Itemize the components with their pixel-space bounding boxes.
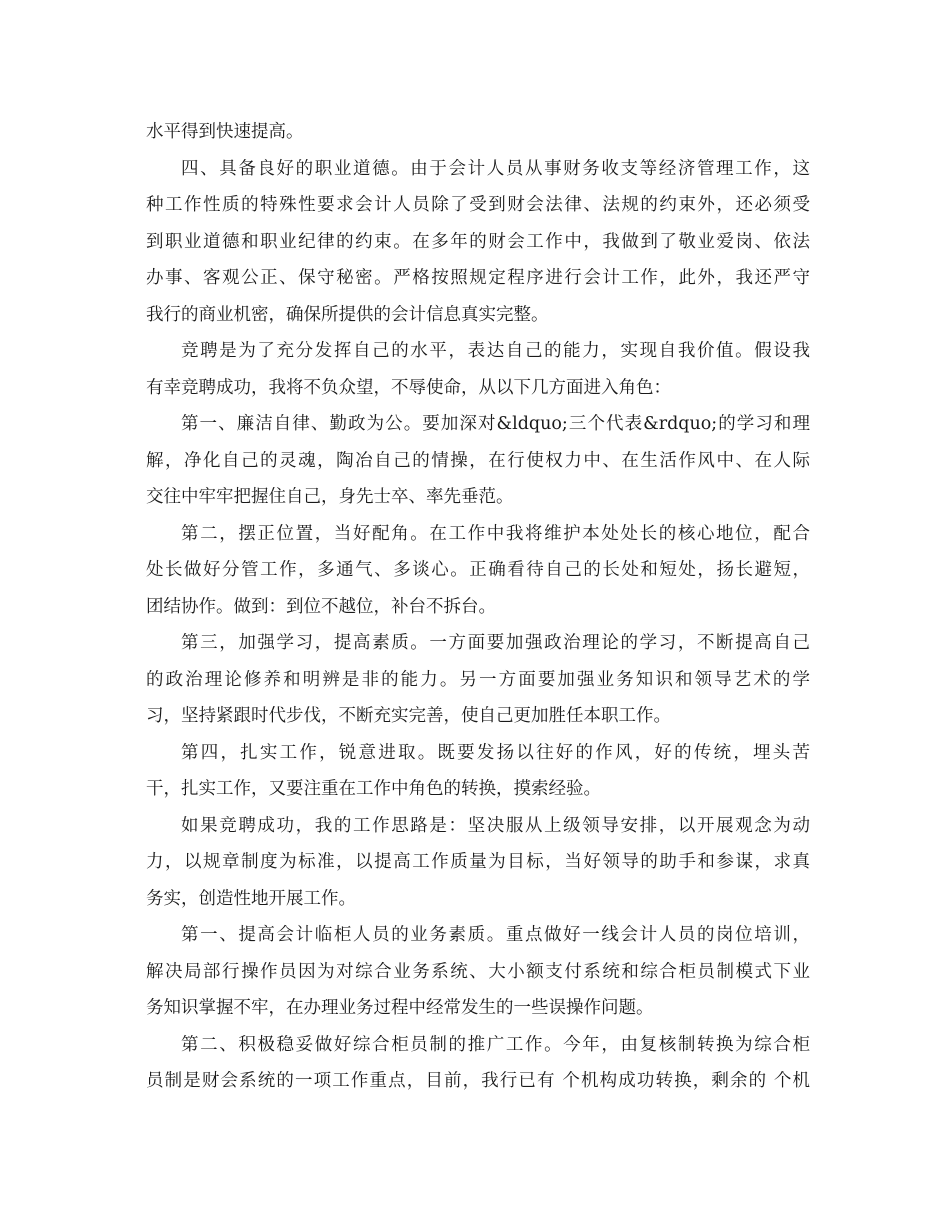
text-line: 的政治理论修养和明辨是非的能力。另一方面要加强业务知识和领导艺术的学 [146, 669, 810, 690]
paragraph [146, 114, 810, 151]
text-line: 干，扎实工作，又要注重在工作中角色的转换，摸索经验。 [146, 779, 601, 799]
document-body [146, 114, 810, 1100]
text-line: 第四，扎实工作，锐意进取。既要发扬以往好的作风，好的传统，埋头苦 [181, 742, 810, 763]
text-line: 水平得到快速提高。 [146, 122, 304, 142]
text-line: 习，坚持紧跟时代步伐，不断充实完善，使自己更加胜任本职工作。 [146, 706, 671, 726]
text-line: 员制是财会系统的一项工作重点，目前，我行已有 个机构成功转换，剩余的 个机 [146, 1071, 810, 1091]
text-line: 第二、积极稳妥做好综合柜员制的推广工作。今年，由复核制转换为综合柜 [181, 1034, 810, 1055]
text-line: 办事、客观公正、保守秘密。严格按照规定程序进行会计工作，此外，我还严守 [146, 268, 810, 288]
text-line: 务实，创造性地开展工作。 [146, 888, 356, 909]
paragraph [146, 333, 810, 406]
text-line: 务知识掌握不牢，在办理业务过程中经常发生的一些误操作问题。 [146, 998, 654, 1018]
paragraph [146, 1027, 810, 1100]
text-line: 解，净化自己的灵魂，陶冶自己的情操，在行使权力中、在生活作风中、在人际 [146, 450, 810, 471]
text-line: 我行的商业机密，确保所提供的会计信息真实完整。 [146, 304, 549, 325]
paragraph [146, 735, 810, 808]
paragraph [146, 917, 810, 1027]
text-line: 团结协作。做到：到位不越位，补台不拆台。 [146, 596, 496, 617]
text-line: 第一、提高会计临柜人员的业务素质。重点做好一线会计人员的岗位培训， [181, 925, 810, 945]
text-line: 第一、廉洁自律、勤政为公。要加深对&ldquo;三个代表&rdquo;的学习和理 [181, 414, 810, 434]
text-line: 有幸竞聘成功，我将不负众望，不辱使命，从以下几方面进入角色： [146, 377, 671, 398]
text-line: 交往中牢牢把握住自己，身先士卒、率先垂范。 [146, 487, 514, 507]
text-line: 第三，加强学习，提高素质。一方面要加强政治理论的学习，不断提高自己 [181, 633, 810, 653]
text-line: 种工作性质的特殊性要求会计人员除了受到财会法律、法规的约束外，还必须受 [146, 195, 810, 215]
text-line: 四、具备良好的职业道德。由于会计人员从事财务收支等经济管理工作，这 [181, 158, 810, 179]
paragraph [146, 151, 810, 334]
text-line: 力，以规章制度为标准，以提高工作质量为目标，当好领导的助手和参谋，求真 [146, 852, 810, 872]
paragraph [146, 808, 810, 918]
paragraph [146, 406, 810, 516]
text-line: 解决局部行操作员因为对综合业务系统、大小额支付系统和综合柜员制模式下业 [146, 961, 810, 982]
text-line: 处长做好分管工作，多通气、多谈心。正确看待自己的长处和短处，扬长避短， [146, 560, 810, 580]
text-line: 到职业道德和职业纪律的约束。在多年的财会工作中，我做到了敬业爱岗、依法 [146, 231, 810, 252]
paragraph [146, 625, 810, 735]
text-line: 竞聘是为了充分发挥自己的水平，表达自己的能力，实现自我价值。假设我 [181, 341, 810, 361]
text-line: 如果竞聘成功，我的工作思路是：坚决服从上级领导安排，以开展观念为动 [181, 815, 810, 836]
text-line: 第二，摆正位置，当好配角。在工作中我将维护本处处长的核心地位，配合 [181, 523, 810, 544]
paragraph [146, 516, 810, 626]
